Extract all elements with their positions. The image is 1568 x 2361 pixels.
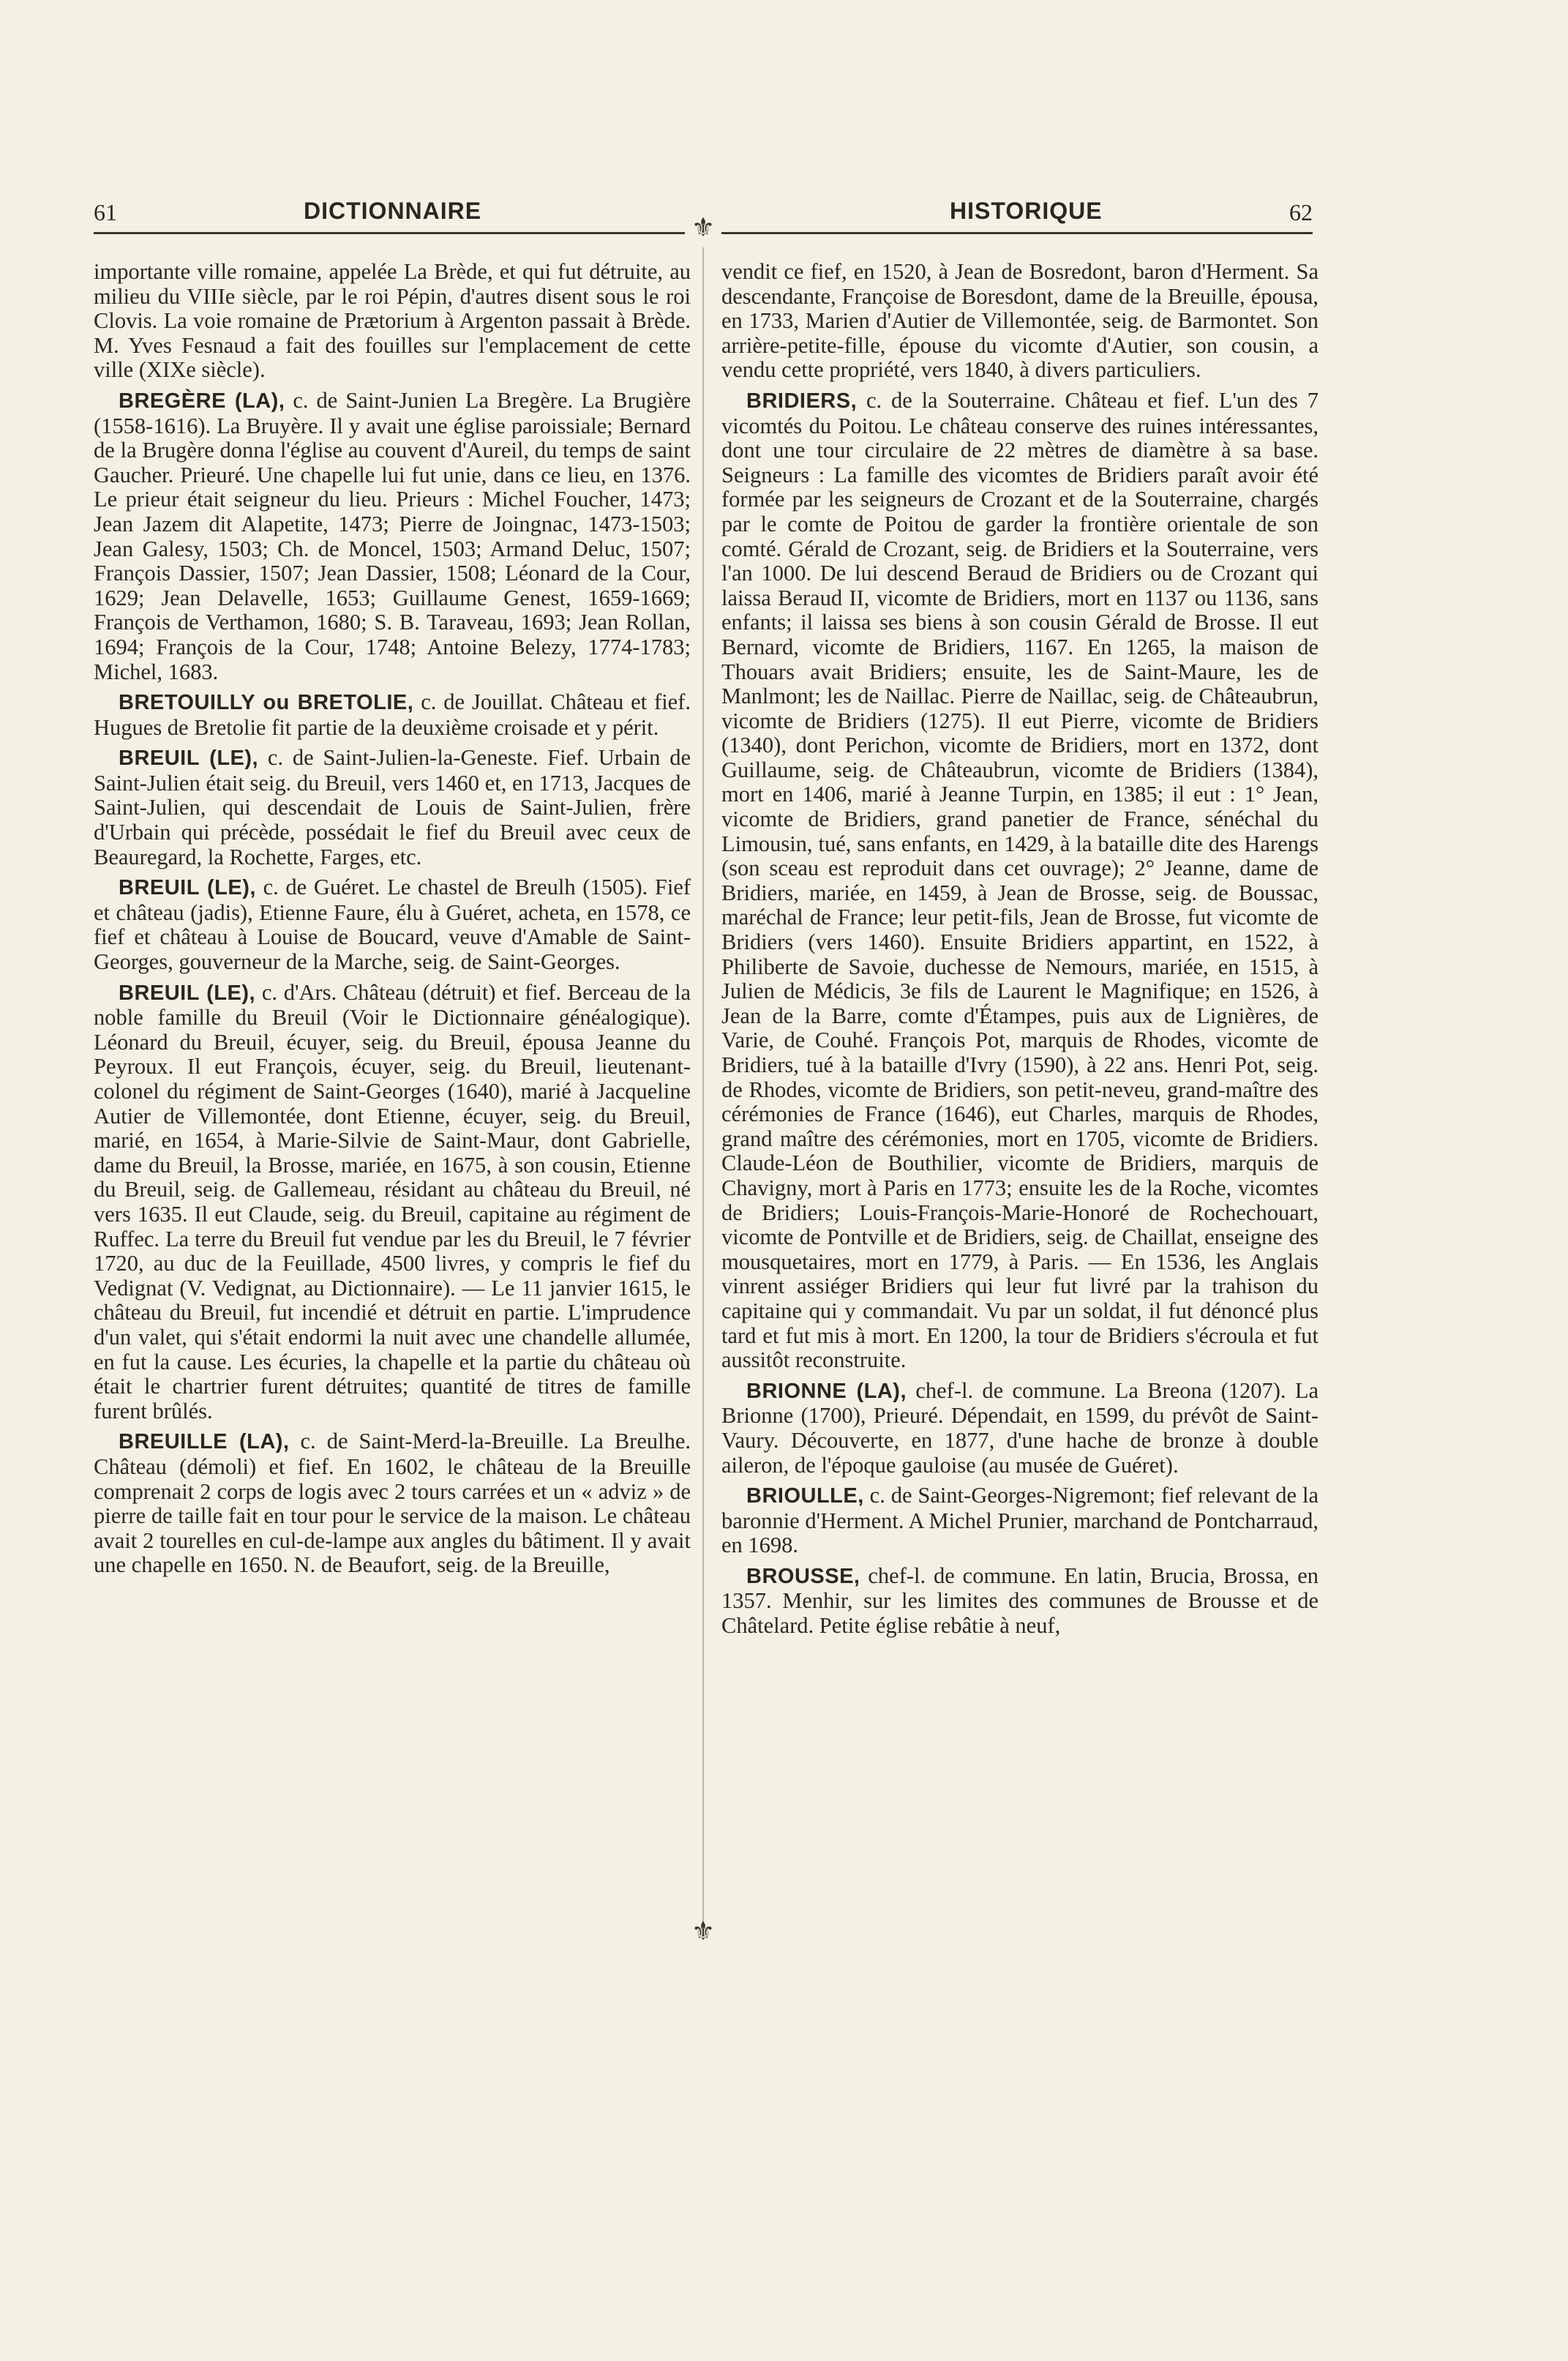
dictionary-entry — [721, 1483, 1318, 1558]
left-running-title: DICTIONNAIRE — [304, 198, 482, 224]
entry-text: c. de Saint-Merd-la-Breuille. La Breulhe. Château (démoli) et fief. En 1602, le château de la Breuille comprenait 2 corps de logis avec 2 tours carrées et un « adviz » de pierre de taille fait en tour pour le service de la maison. Le château avait 2 tourelles en cul-de-lampe aux angles du bâtiment. Il y avait une chapelle en 1650. N. de Beaufort, seig. de la Breuille, — [94, 1429, 691, 1578]
column-divider — [702, 247, 704, 1923]
left-page-number: 61 — [94, 199, 117, 225]
dictionary-entry — [721, 1564, 1318, 1639]
header-rule-left — [94, 232, 685, 234]
entry-headword: BRETOUILLY ou BRETOLIE, — [119, 691, 414, 715]
entry-headword: BREUILLE (LA), — [119, 1430, 290, 1454]
entry-text: c. de la Souterraine. Château et fief. L'un des 7 vicomtés du Poitou. Le château conserve des ruines intéressantes, dont une tour circulaire de 22 mètres de diamètre à sa base. Seigneurs : La famille des vicomtes de Bridiers paraît avoir été formée par les seigneurs de Crozant et de la Souterraine, chargés par le comte de Poitou de garder la frontière orientale de son comté. Gérald de Crozant, seig. de Bridiers et la Souterraine, vers l'an 1000. De lui descend Beraud de Bridiers ou de Crozant qui laissa Beraud II, vicomte de Bridiers, mort en 1137 ou 1136, sans enfants; il laissa ses biens à son cousin Gérald de Brosse. Il eut Bernard, vicomte de Bridiers, 1167. En 1265, la maison de Thouars avait Bridiers; ensuite, les de Saint-Maure, les de Manlmont; les de Naillac. Pierre de Naillac, seig. de Châteaubrun, vicomte de Bridiers (1275). Il eut Pierre, vicomte de Bridiers (1340), dont Perichon, vicomte de Bridiers, mort en 1372, dont Guillaume, seig. de Châteaubrun, vicomte de Bridiers (1384), mort en 1406, marié à Jeanne Turpin, en 1385; il eut : 1° Jean, vicomte de Bridiers, grand panetier de France, sénéchal du Limousin, tué, sans enfants, en 1429, à la bataille dite des Harengs (son sceau est reproduit dans cet ouvrage); 2° Jeanne, dame de Bridiers, mariée, en 1459, à Jean de Brosse, seig. de Boussac, maréchal de France; leur petit-fils, Jean de Brosse, fut vicomte de Bridiers (vers 1460). Ensuite Bridiers appartint, en 1522, à Philiberte de Savoie, duchesse de Nemours, mariée, en 1515, à Julien de Médicis, 3e fils de Laurent le Magnifique; en 1526, à Jean de la Barre, comte d'Étampes, puis aux de Lignières, de Varie, de Couhé. François Pot, marquis de Rhodes, vicomte de Bridiers, tué à la bataille d'Ivry (1590), à 22 ans. Henri Pot, seig. de Rhodes, vicomte de Bridiers, son petit-neveu, grand-maître des cérémonies de France (1646), eut Charles, marquis de Rhodes, grand maître des cérémonies, mort en 1705, vicomte de Bridiers. Claude-Léon de Bouthilier, vicomte de Bridiers, marquis de Chavigny, mort à Paris en 1773; ensuite les de la Roche, vicomtes de Bridiers; Louis-François-Marie-Honoré de Rochechouart, vicomte de Pontville et de Bridiers, seig. de Chaillat, enseigne des mousquetaires, mort en 1779, à Paris. — En 1536, les Anglais vinrent assiéger Bridiers qui leur fut livré par la trahison du capitaine qui y commandait. Vu par un soldat, il fut dénoncé plus tard et fut mis à mort. En 1200, la tour de Bridiers s'écroula et fut aussitôt reconstruite. — [721, 387, 1318, 1373]
dictionary-entry — [721, 1379, 1318, 1478]
dictionary-entry — [94, 875, 691, 974]
dictionary-entry — [94, 389, 691, 684]
fleur-de-lis-icon: ⚜ — [691, 213, 716, 242]
entry-headword: BRIDIERS, — [746, 389, 858, 413]
entry-text: c. de Jouillat. Château et fief. Hugues de Bretolie fit partie de la deuxième croisade et y périt. — [94, 689, 691, 740]
entry-text: c. de Guéret. Le chastel de Breulh (1505). Fief et château (jadis), Etienne Faure, élu à Guéret, acheta, en 1578, ce fief et château à Louise de Boucard, veuve d'Amable de Saint-Georges, gouverneur de la Marche, seig. de Saint-Georges. — [94, 875, 691, 975]
entry-headword: BRIOULLE, — [746, 1484, 864, 1508]
entry-text: c. de Saint-Junien La Bregère. La Brugière (1558-1616). La Bruyère. Il y avait une église paroissiale; Bernard de la Brugère donna l'église au couvent d'Aureil, du temps de saint Gaucher. Prieuré. Une chapelle lui fut unie, dans ce lieu, en 1376. Le prieur était seigneur du lieu. Prieurs : Michel Foucher, 1473; Jean Jazem dit Alapetite, 1473; Pierre de Joingnac, 1473-1503; Jean Galesy, 1503; Ch. de Moncel, 1503; Armand Deluc, 1507; François Dassier, 1507; Jean Dassier, 1508; Léonard de la Cour, 1629; Jean Delavelle, 1653; Guillaume Genest, 1659-1669; François de Verthamon, 1680; S. B. Taraveau, 1693; Jean Rollan, 1694; François de la Cour, 1748; Antoine Belezy, 1774-1783; Michel, 1683. — [94, 387, 691, 684]
entry-headword: BREGÈRE (LA), — [119, 389, 285, 413]
entry-text: chef-l. de commune. La Breona (1207). La Brionne (1700), Prieuré. Dépendait, en 1599, du prévôt de Saint-Vaury. Découverte, en 1877, d'une hache de bronze à double aileron, de l'époque gauloise (au musée de Guéret). — [721, 1377, 1318, 1478]
right-running-title: HISTORIQUE — [950, 198, 1103, 224]
entry-headword: BROUSSE, — [746, 1564, 860, 1588]
entry-text: c. de Saint-Julien-la-Geneste. Fief. Urbain de Saint-Julien était seig. du Breuil, vers 1460 et, en 1713, Jacques de Saint-Julien, qui descendait de Louis de Saint-Julien, frère d'Urbain qui précède, possédait le fief du Breuil avec ceux de Beauregard, la Rochette, Farges, etc. — [94, 745, 691, 869]
dictionary-entry — [94, 1429, 691, 1578]
entry-text: chef-l. de commune. En latin, Brucia, Brossa, en 1357. Menhir, sur les limites des communes de Brousse et de Châtelard. Petite église rebâtie à neuf, — [721, 1563, 1318, 1639]
dictionary-entry — [94, 981, 691, 1424]
dictionary-entry: vendit ce fief, en 1520, à Jean de Bosredont, baron d'Herment. Sa descendante, Françoise de Boresdont, dame de la Breuille, épousa, en 1733, Marien d'Autier de Villemontée, seig. de Barmontet. Son arrière-petite-fille, épouse du vicomte d'Autier, son cousin, a vendu cette propriété, vers 1840, à divers particuliers. — [721, 260, 1318, 383]
entry-headword: BREUIL (LE), — [119, 747, 259, 771]
dictionary-entry — [94, 690, 691, 740]
dictionary-entry: importante ville romaine, appelée La Brède, et qui fut détruite, au milieu du VIIIe siècle, par le roi Pépin, d'autres disent sous le roi Clovis. La voie romaine de Prætorium à Argenton passait à Brède. M. Yves Fesnaud a fait des fouilles sur l'emplacement de cette ville (XIXe siècle). — [94, 260, 691, 383]
entry-headword: BREUIL (LE), — [119, 876, 256, 900]
fleur-de-lis-icon: ⚜ — [691, 1917, 716, 1946]
right-column — [721, 260, 1318, 1921]
entry-headword: BREUIL (LE), — [119, 981, 256, 1005]
left-column — [94, 260, 691, 1921]
right-page-number: 62 — [1289, 199, 1313, 225]
entry-headword: BRIONNE (LA), — [746, 1379, 907, 1403]
dictionary-entry — [721, 389, 1318, 1373]
dictionary-entry — [94, 746, 691, 869]
entry-text: c. d'Ars. Château (détruit) et fief. Berceau de la noble famille du Breuil (Voir le Dictionnaire généalogique). Léonard du Breuil, écuyer, seig. du Breuil, épousa Jeanne du Peyroux. Il eut François, écuyer, seig. du Breuil, lieutenant-colonel du régiment de Saint-Georges (1640), marié à Jacqueline Autier de Villemontée, dont Etienne, écuyer, seig. du Breuil, marié, en 1654, à Marie-Silvie de Saint-Maur, dont Gabrielle, dame du Breuil, la Brosse, mariée, en 1675, à son cousin, Etienne du Breuil, seig. de Gallemeau, résidant au château du Breuil, né vers 1635. Il eut Claude, seig. du Breuil, capitaine au régiment de Ruffec. La terre du Breuil fut vendue par les du Breuil, le 7 février 1720, au duc de la Feuillade, 4500 livres, y compris le fief du Vedignat (V. Vedignat, au Dictionnaire). — Le 11 janvier 1615, le château du Breuil, fut incendié et détruit en partie. L'imprudence d'un valet, qui s'était endormi la nuit avec une chandelle allumée, en fut la cause. Les écuries, la chapelle et la partie du château où était le chartrier furent détruites; quantité de titres de famille furent brûlés. — [94, 979, 691, 1423]
entry-text: c. de Saint-Georges-Nigremont; fief relevant de la baronnie d'Herment. A Michel Prunier, marchand de Pontcharraud, en 1698. — [721, 1483, 1318, 1558]
header-rule-right — [721, 232, 1313, 234]
